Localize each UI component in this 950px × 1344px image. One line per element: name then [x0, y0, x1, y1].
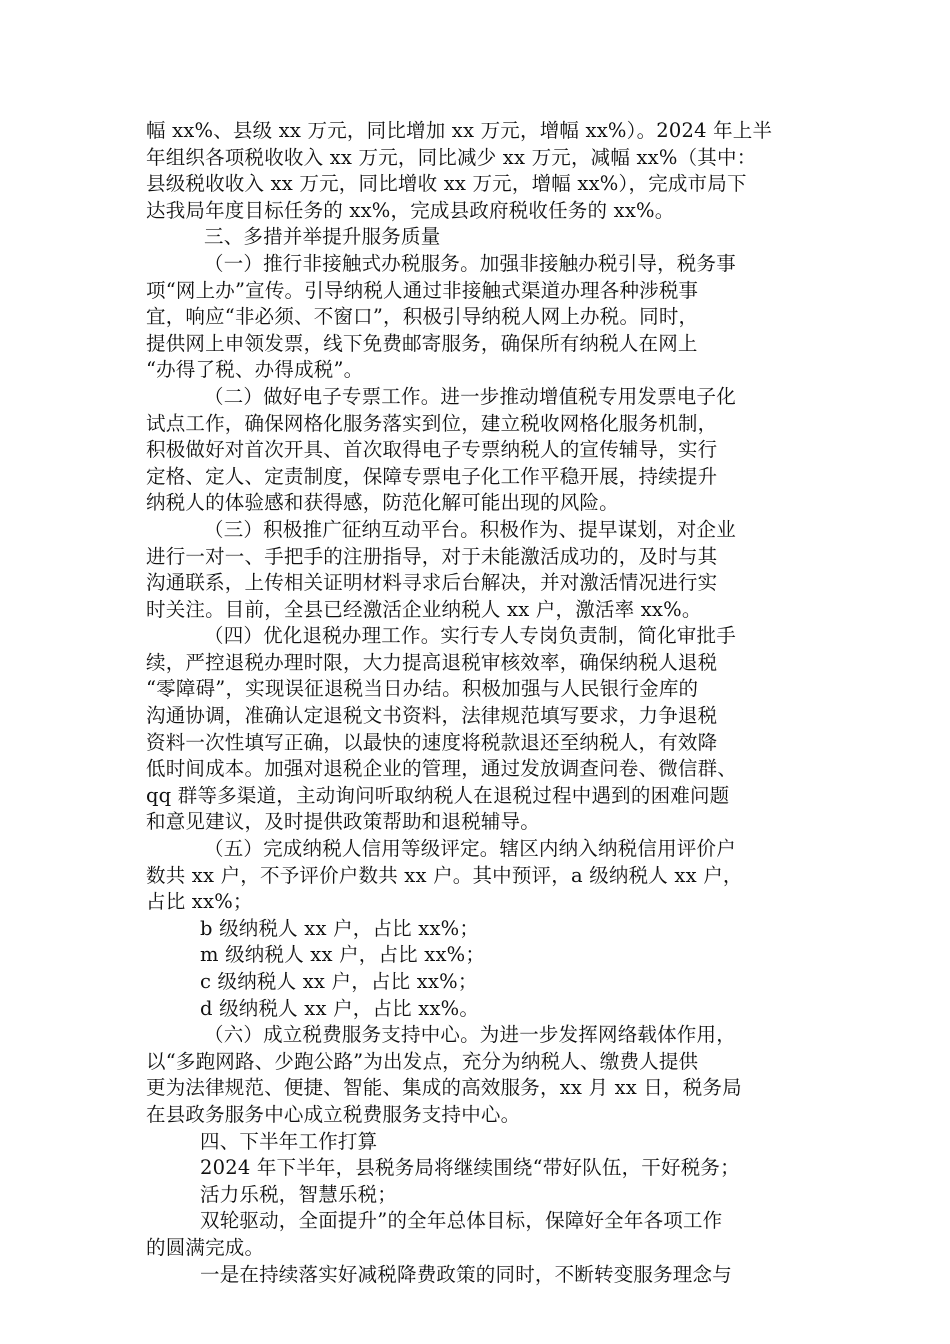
- text-line: 续，严控退税办理时限，大力提高退税审核效率，确保纳税人退税: [146, 650, 718, 674]
- text-line: 四、下半年工作打算: [200, 1129, 378, 1153]
- text-line: 三、多措并举提升服务质量: [204, 225, 441, 249]
- text-line: qq 群等多渠道，主动询问听取纳税人在退税过程中遇到的困难问题: [146, 783, 730, 807]
- text-line: 达我局年度目标任务的 xx%，完成县政府税收任务的 xx%。: [146, 198, 675, 222]
- text-line: 的圆满完成。: [146, 1235, 265, 1259]
- text-line: c 级纳税人 xx 户，占比 xx%；: [200, 970, 478, 993]
- text-line: m 级纳税人 xx 户，占比 xx%；: [200, 943, 486, 967]
- text-line: 双轮驱动，全面提升”的全年总体目标，保障好全年各项工作: [200, 1209, 723, 1233]
- text-line: 试点工作，确保网格化服务落实到位，建立税收网格化服务机制，: [146, 411, 718, 435]
- text-line: 在县政务服务中心成立税费服务支持中心。: [146, 1102, 521, 1126]
- text-line: （三）积极推广征纳互动平台。积极作为、提早谋划，对企业: [204, 517, 736, 541]
- text-line: 时关注。目前，全县已经激活企业纳税人 xx 户，激活率 xx%。: [146, 597, 702, 621]
- text-line: 沟通协调，准确认定退税文书资料，法律规范填写要求，力争退税: [146, 704, 718, 728]
- text-line: 积极做好对首次开具、首次取得电子专票纳税人的宣传辅导，实行: [146, 438, 718, 462]
- text-line: （二）做好电子专票工作。进一步推动增值税专用发票电子化: [204, 384, 736, 408]
- text-line: 幅 xx%、县级 xx 万元，同比增加 xx 万元，增幅 xx%）。2024 年上半: [146, 119, 773, 142]
- text-line: 资料一次性填写正确，以最快的速度将税款退还至纳税人，有效降: [146, 730, 718, 754]
- text-line: 沟通联系，上传相关证明材料寻求后台解决，并对激活情况进行实: [146, 571, 718, 595]
- text-line: 更为法律规范、便捷、智能、集成的高效服务，xx 月 xx 日，税务局: [146, 1076, 742, 1100]
- text-line: 活力乐税，智慧乐税；: [200, 1182, 398, 1206]
- text-line: 纳税人的体验感和获得感，防范化解可能出现的风险。: [146, 491, 619, 515]
- text-line: 数共 xx 户，不予评价户数共 xx 户。其中预评，a 级纳税人 xx 户，: [146, 863, 743, 887]
- text-line: 宜，响应“非必须、不窗口”，积极引导纳税人网上办税。同时，: [146, 305, 699, 329]
- document-page: [146, 118, 810, 1288]
- text-line: 低时间成本。加强对退税企业的管理，通过发放调查问卷、微信群、: [146, 757, 738, 781]
- text-line: 以“多跑网路、少跑公路”为出发点，充分为纳税人、缴费人提供: [146, 1049, 699, 1073]
- text-line: 2024 年下半年，县税务局将继续围绕“带好队伍，干好税务；: [200, 1156, 740, 1180]
- text-line: 进行一对一、手把手的注册指导，对于未能激活成功的，及时与其: [146, 544, 718, 568]
- text-line: 县级税收收入 xx 万元，同比增收 xx 万元，增幅 xx%），完成市局下: [146, 172, 747, 196]
- text-line: d 级纳税人 xx 户，占比 xx%。: [200, 996, 480, 1020]
- text-line: 项“网上办”宣传。引导纳税人通过非接触式渠道办理各种涉税事: [146, 278, 699, 302]
- text-line: “办得了税、办得成税”。: [146, 358, 364, 382]
- text-line: “零障碍”，实现误征退税当日办结。积极加强与人民银行金库的: [146, 677, 699, 701]
- text-line: 占比 xx%；: [146, 890, 253, 914]
- text-line: （六）成立税费服务支持中心。为进一步发挥网络载体作用，: [204, 1023, 736, 1047]
- text-line: 提供网上申领发票，线下免费邮寄服务，确保所有纳税人在网上: [146, 331, 698, 355]
- text-line: （一）推行非接触式办税服务。加强非接触办税引导，税务事: [204, 251, 736, 275]
- text-line: b 级纳税人 xx 户，占比 xx%；: [200, 916, 480, 940]
- text-line: 年组织各项税收收入 xx 万元，同比减少 xx 万元，减幅 xx%（其中：: [146, 145, 757, 169]
- text-line: 定格、定人、定责制度，保障专票电子化工作平稳开展，持续提升: [146, 464, 718, 488]
- text-line: 一是在持续落实好减税降费政策的同时，不断转变服务理念与: [200, 1262, 732, 1286]
- text-line: （五）完成纳税人信用等级评定。辖区内纳入纳税信用评价户: [204, 837, 736, 861]
- text-line: （四）优化退税办理工作。实行专人专岗负责制，简化审批手: [204, 624, 736, 648]
- text-line: 和意见建议，及时提供政策帮助和退税辅导。: [146, 810, 541, 834]
